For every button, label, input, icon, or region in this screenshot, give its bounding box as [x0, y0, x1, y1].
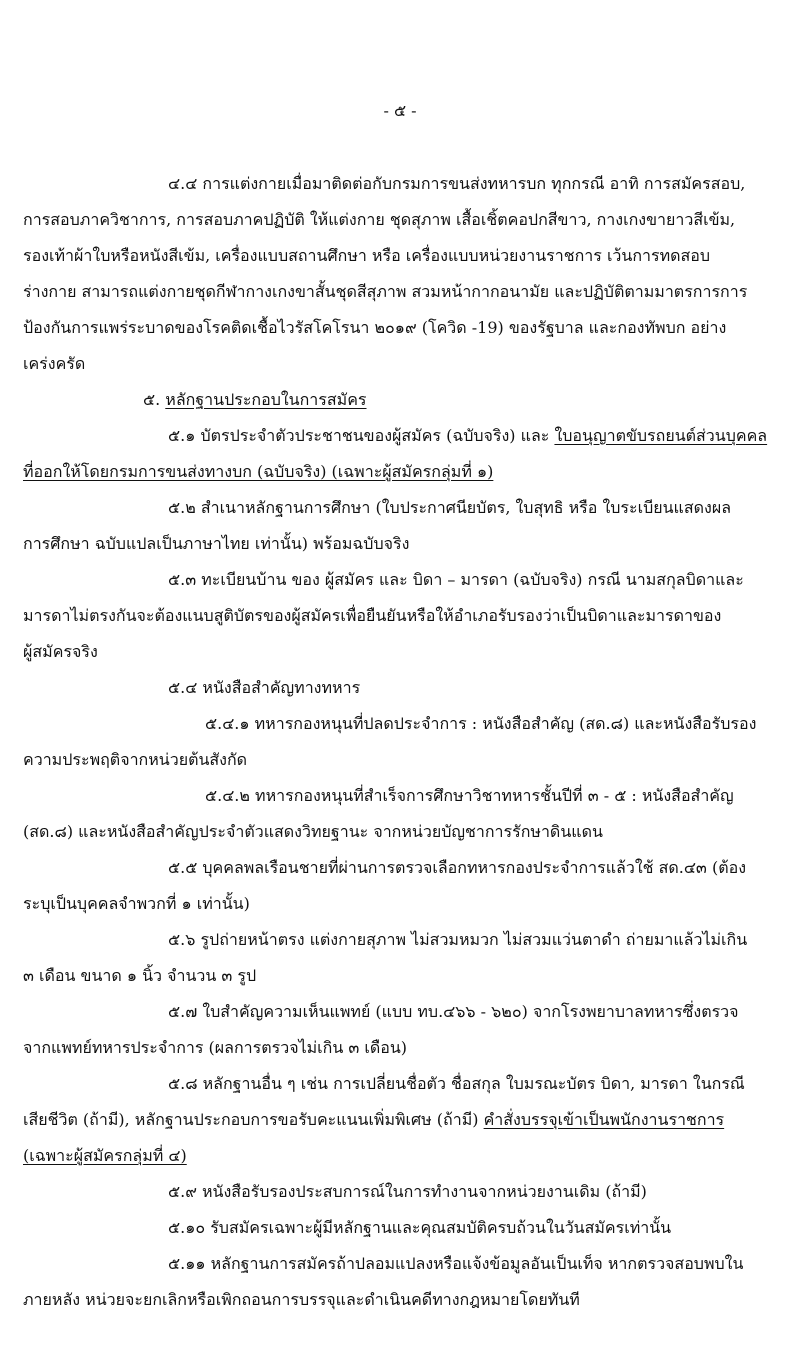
para-4-4-line-2: การสอบภาควิชาการ, การสอบภาคปฏิบัติ ให้แต่งกาย ชุดสุภาพ เสื้อเชิ้ตคอปกสีขาว, กางเกงขายาวสีเข้ม,: [23, 210, 736, 229]
para-5-2-line-2: การศึกษา ฉบับแปลเป็นภาษาไทย เท่านั้น) พร้อมฉบับจริง: [23, 534, 410, 553]
para-5-10: ๕.๑๐ รับสมัครเฉพาะผู้มีหลักฐานและคุณสมบัติครบถ้วนในวันสมัครเท่านั้น: [168, 1218, 672, 1237]
para-5-8-line-1: ๕.๘ หลักฐานอื่น ๆ เช่น การเปลี่ยนชื่อตัว ชื่อสกุล ใบมรณะบัตร บิดา, มารดา ในกรณี: [168, 1074, 745, 1093]
para-5-2-line-1: ๕.๒ สำเนาหลักฐานการศึกษา (ใบประกาศนียบัตร, ใบสุทธิ หรือ ใบระเบียนแสดงผล: [168, 498, 732, 517]
para-5-1-underlined-1: ใบอนุญาตขับรถยนต์ส่วนบุคคล: [554, 426, 768, 445]
para-5-6-line-1: ๕.๖ รูปถ่ายหน้าตรง แต่งกายสุภาพ ไม่สวมหมวก ไม่สวมแว่นตาดำ ถ่ายมาแล้วไม่เกิน: [168, 930, 748, 949]
para-5-4: ๕.๔ หนังสือสำคัญทางทหาร: [168, 678, 361, 697]
para-5-7-line-2: จากแพทย์ทหารประจำการ (ผลการตรวจไม่เกิน ๓ เดือน): [23, 1038, 408, 1057]
para-5-3-line-1: ๕.๓ ทะเบียนบ้าน ของ ผู้สมัคร และ บิดา – มารดา (ฉบับจริง) กรณี นามสกุลบิดาและ: [168, 570, 744, 589]
para-5-1-text: ๕.๑ บัตรประจำตัวประชาชนของผู้สมัคร (ฉบับจริง) และ: [168, 426, 555, 445]
para-5-8-underlined-1: คำสั่งบรรจุเข้าเป็นพนักงานราชการ: [483, 1110, 725, 1129]
para-5-6-line-2: ๓ เดือน ขนาด ๑ นิ้ว จำนวน ๓ รูป: [23, 966, 257, 985]
para-5-9: ๕.๙ หนังสือรับรองประสบการณ์ในการทำงานจากหน่วยงานเดิม (ถ้ามี): [168, 1182, 647, 1201]
para-5-5-line-1: ๕.๕ บุคคลพลเรือนชายที่ผ่านการตรวจเลือกทหารกองประจำการแล้วใช้ สด.๔๓ (ต้อง: [168, 858, 746, 877]
para-5-11-line-1: ๕.๑๑ หลักฐานการสมัครถ้าปลอมแปลงหรือแจ้งข้อมูลอันเป็นเท็จ หากตรวจสอบพบใน: [168, 1254, 744, 1273]
para-5-5-line-2: ระบุเป็นบุคคลจำพวกที่ ๑ เท่านั้น): [23, 894, 250, 913]
section-5-heading: [143, 389, 367, 411]
para-5-1-underlined-2: ที่ออกให้โดยกรมการขนส่งทางบก (ฉบับจริง) (เฉพาะผู้สมัครกลุ่มที่ ๑): [23, 462, 494, 481]
page-number: - ๕ -: [383, 101, 417, 120]
para-5-3-line-3: ผู้สมัครจริง: [23, 642, 98, 661]
para-5-1-line-1: [168, 425, 767, 447]
para-4-4-line-4: ร่างกาย สามารถแต่งกายชุดกีฬากางเกงขาสั้นชุดสีสุภาพ สวมหน้ากากอนามัย และปฏิบัติตามมาตรการการ: [23, 282, 748, 301]
para-4-4-line-3: รองเท้าผ้าใบหรือหนังสีเข้ม, เครื่องแบบสถานศึกษา หรือ เครื่องแบบหน่วยงานราชการ เว้นการทดสอบ: [23, 246, 711, 265]
para-5-3-line-2: มารดาไม่ตรงกันจะต้องแนบสูติบัตรของผู้สมัครเพื่อยืนยันหรือให้อำเภอรับรองว่าเป็นบิดาและมารดาของ: [23, 606, 722, 625]
section-5-number: ๕.: [143, 390, 166, 409]
para-4-4-line-6: เคร่งครัด: [23, 354, 86, 373]
para-5-4-1-line-1: ๕.๔.๑ ทหารกองหนุนที่ปลดประจำการ : หนังสือสำคัญ (สด.๘) และหนังสือรับรอง: [205, 714, 757, 733]
para-4-4-line-5: ป้องกันการแพร่ระบาดของโรคติดเชื้อไวรัสโคโรนา ๒๐๑๙ (โควิด -19) ของรัฐบาล และกองทัพบก อย่าง: [23, 318, 727, 337]
para-5-4-2-line-2: (สด.๘) และหนังสือสำคัญประจำตัวแสดงวิทยฐานะ จากหน่วยบัญชาการรักษาดินแดน: [23, 822, 603, 841]
section-5-title: หลักฐานประกอบในการสมัคร: [165, 390, 367, 409]
para-5-11-line-2: ภายหลัง หน่วยจะยกเลิกหรือเพิกถอนการบรรจุและดำเนินคดีทางกฎหมายโดยทันที: [23, 1290, 580, 1309]
para-5-4-2-line-1: ๕.๔.๒ ทหารกองหนุนที่สำเร็จการศึกษาวิชาทหารชั้นปีที่ ๓ - ๕ : หนังสือสำคัญ: [205, 786, 734, 805]
para-5-4-1-line-2: ความประพฤติจากหน่วยต้นสังกัด: [23, 750, 248, 769]
para-5-8-line-2: [23, 1109, 724, 1131]
para-5-7-line-1: ๕.๗ ใบสำคัญความเห็นแพทย์ (แบบ ทบ.๔๖๖ - ๖๒๐) จากโรงพยาบาลทหารซึ่งตรวจ: [168, 1002, 739, 1021]
para-4-4-line-1: ๔.๔ การแต่งกายเมื่อมาติดต่อกับกรมการขนส่งทหารบก ทุกกรณี อาทิ การสมัครสอบ,: [168, 174, 746, 193]
para-5-8-text: เสียชีวิต (ถ้ามี), หลักฐานประกอบการขอรับคะแนนเพิ่มพิเศษ (ถ้ามี): [23, 1110, 484, 1129]
para-5-8-underlined-2: (เฉพาะผู้สมัครกลุ่มที่ ๔): [23, 1146, 187, 1165]
